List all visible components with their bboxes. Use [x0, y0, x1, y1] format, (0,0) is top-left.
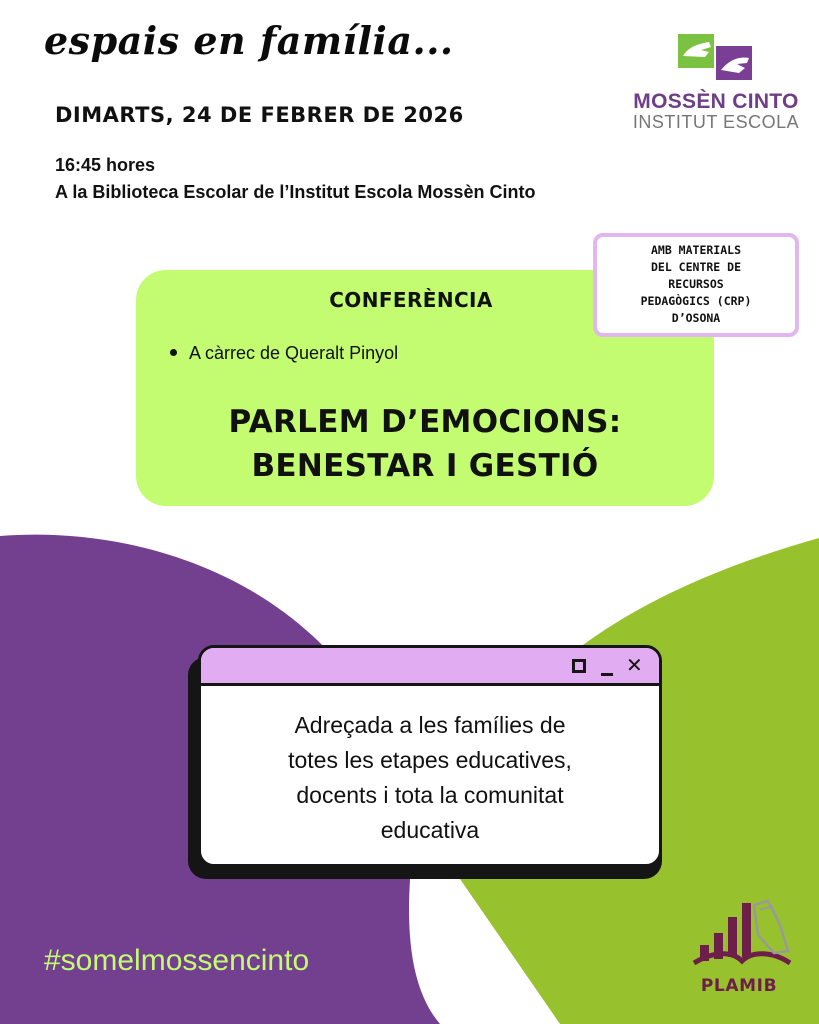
headline-line-1: PARLEM D’EMOCIONS: — [228, 404, 622, 440]
maximize-icon — [572, 659, 586, 673]
audience-line-1: Adreçada a les famílies de — [294, 712, 566, 738]
close-icon: ✕ — [626, 653, 643, 677]
crp-line-4: PEDAGÒGICS (CRP) — [640, 294, 752, 308]
bullet-icon — [170, 349, 177, 356]
event-place: A la Biblioteca Escolar de l’Institut Escola Mossèn Cinto — [55, 182, 536, 202]
speaker-text: A càrrec de Queralt Pinyol — [189, 343, 399, 363]
speaker-item — [170, 343, 398, 364]
minimize-icon — [601, 673, 613, 676]
event-date: DIMARTS, 24 DE FEBRER DE 2026 — [55, 103, 464, 127]
logo-subtitle: INSTITUT ESCOLA — [632, 112, 800, 132]
page-title: espais en família... — [44, 18, 454, 63]
crp-line-5: D’OSONA — [671, 311, 721, 325]
audience-line-3: docents i tota la comunitat — [296, 782, 564, 808]
book-chart-icon — [684, 895, 800, 1015]
event-time: 16:45 hores — [55, 155, 156, 175]
headline-line-2: BENESTAR I GESTIÓ — [251, 448, 599, 484]
audience-text — [198, 708, 662, 848]
crp-line-2: DEL CENTRE DE — [650, 260, 741, 274]
crp-note-text — [593, 242, 799, 327]
plamib-label: PLAMIB — [700, 976, 778, 996]
crp-line-1: AMB MATERIALS — [650, 243, 741, 257]
conference-headline — [136, 400, 714, 488]
window-title-bar — [201, 648, 659, 686]
crp-line-3: RECURSOS — [668, 277, 724, 291]
logo-name: MOSSÈN CINTO — [633, 90, 799, 113]
audience-line-4: educativa — [380, 817, 480, 843]
conference-label: CONFERÈNCIA — [329, 288, 493, 312]
hashtag: #somelmossencinto — [44, 944, 310, 977]
audience-line-2: totes les etapes educatives, — [288, 747, 572, 773]
